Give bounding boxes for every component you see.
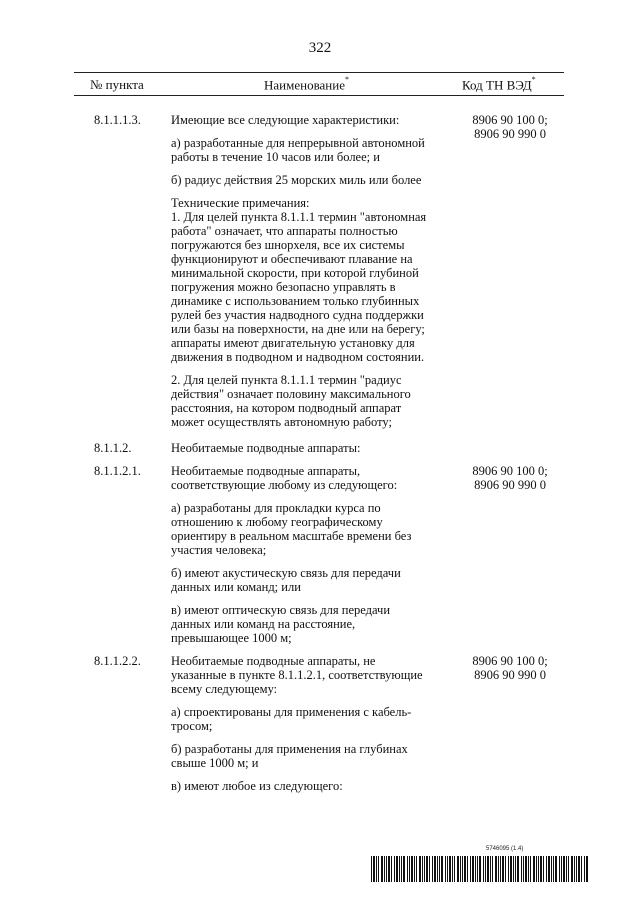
hs-code-value: 8906 90 100 0; 8906 90 990 0 (472, 113, 548, 141)
header-code-label: Код ТН ВЭД (462, 77, 532, 93)
header-name (264, 77, 349, 93)
page-number: 322 (308, 40, 332, 56)
item-description (171, 113, 446, 438)
item-number: 8.1.1.2. (94, 441, 132, 455)
barcode-image (371, 856, 589, 882)
hs-code (460, 464, 560, 492)
description-paragraph: а) спроектированы для применения с кабель- тросом; (171, 705, 412, 733)
header-name-label: Наименование (264, 77, 345, 93)
header-name-footnote-mark: * (345, 75, 349, 84)
description-paragraph: Имеющие все следующие характеристики: (171, 113, 400, 127)
hs-code-value: 8906 90 100 0; 8906 90 990 0 (472, 654, 548, 682)
item-description (171, 654, 446, 802)
description-paragraph: в) имеют оптическую связь для передачи данных или команд на расстояние, превышающее 1000 м; (171, 603, 391, 645)
description-paragraph: а) разработаны для прокладки курса по отношению к любому географическому ориентиру в реальном масштабе времени без участия человека; (171, 501, 412, 557)
table-header (74, 72, 564, 96)
hs-code-value: 8906 90 100 0; 8906 90 990 0 (472, 464, 548, 492)
description-paragraph: б) разработаны для применения на глубинах свыше 1000 м; и (171, 742, 408, 770)
technical-notes: Технические примечания: 1. Для целей пункта 8.1.1.1 термин "автономная работа" означает, что аппараты полностью погружаются без шнорхеля, все их системы функционируют и обеспечивают плавание на минимальной скорости, при которой глубиной погружения можно безопасно управлять в динамике с использованием только глубинных рулей без участия надводного судна поддержки или базы на поверхности, на дне или на берегу; аппараты имеют двигательную установку для движения в подводном и надводном состоянии. (171, 196, 427, 364)
item-description (171, 441, 446, 464)
item-number: 8.1.1.2.2. (94, 654, 141, 668)
header-item-number: № пункта (90, 77, 144, 92)
description-paragraph: в) имеют любое из следующего: (171, 779, 343, 793)
header-code (462, 77, 536, 93)
description-paragraph: б) имеют акустическую связь для передачи данных или команд; или (171, 566, 401, 594)
header-code-footnote-mark: * (531, 75, 536, 84)
description-paragraph: Необитаемые подводные аппараты: (171, 441, 361, 455)
hs-code (460, 113, 560, 141)
item-number: 8.1.1.2.1. (94, 464, 141, 478)
item-description (171, 464, 446, 654)
description-paragraph: б) радиус действия 25 морских миль или более (171, 173, 422, 187)
description-paragraph: Необитаемые подводные аппараты, соответствующие любому из следующего: (171, 464, 398, 492)
technical-note-2: 2. Для целей пункта 8.1.1.1 термин "радиус действия" означает половину максимального расстояния, на котором подводный аппарат может осуществлять автономную работу; (171, 373, 411, 429)
barcode-label: 5746095 (1.4) (486, 846, 524, 852)
hs-code (460, 654, 560, 682)
description-paragraph: Необитаемые подводные аппараты, не указанные в пункте 8.1.1.2.1, соответствующие всему следующему: (171, 654, 423, 696)
description-paragraph: а) разработанные для непрерывной автономной работы в течение 10 часов или более; и (171, 136, 425, 164)
item-number: 8.1.1.1.3. (94, 113, 141, 127)
